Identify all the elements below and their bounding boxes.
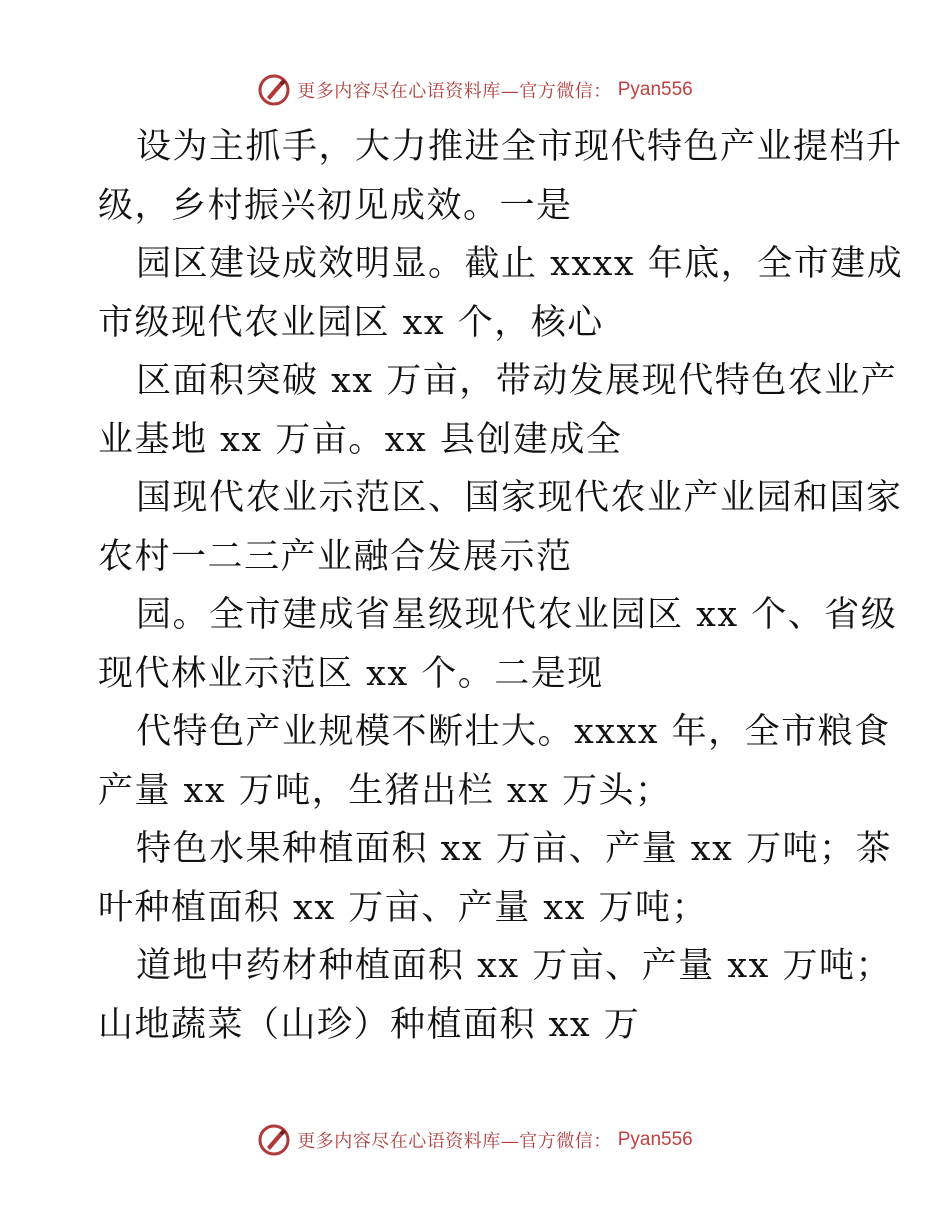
text-line: 山地蔬菜（山珍）种植面积 xx 万	[98, 1004, 641, 1045]
header-watermark	[0, 70, 950, 110]
text-line: 区面积突破 xx 万亩，带动发展现代特色农业产	[136, 361, 898, 401]
text-line: 叶种植面积 xx 万亩、产量 xx 万吨；	[98, 887, 708, 928]
text-line: 业基地 xx 万亩。xx 县创建成全	[98, 419, 623, 460]
text-line: 现代林业示范区 xx 个。二是现	[98, 653, 604, 694]
text-line: 代特色产业规模不断壮大。xxxx 年，全市粮食	[136, 712, 891, 752]
watermark-wechat-id: Pyan556	[617, 1129, 693, 1150]
text-line: 市级现代农业园区 xx 个，核心	[98, 302, 604, 343]
pen-logo-icon	[257, 73, 291, 107]
text-line: 特色水果种植面积 xx 万亩、产量 xx 万吨；茶	[136, 829, 892, 869]
footer-watermark	[0, 1120, 950, 1160]
text-line: 道地中药材种植面积 xx 万亩、产量 xx 万吨；	[136, 946, 892, 986]
text-line: 设为主抓手，大力推进全市现代特色产业提档升	[136, 127, 903, 167]
watermark-text: 更多内容尽在心语资料库—官方微信：	[297, 81, 612, 102]
text-line: 级，乡村振兴初见成效。一是	[98, 185, 573, 226]
text-line: 农村一二三产业融合发展示范	[98, 536, 573, 577]
text-line: 产量 xx 万吨，生猪出栏 xx 万头；	[98, 770, 672, 811]
body-paragraph	[98, 118, 904, 1054]
text-line: 园区建设成效明显。截止 xxxx 年底，全市建成	[136, 244, 904, 284]
pen-logo-icon	[257, 1123, 291, 1157]
watermark-wechat-id: Pyan556	[617, 79, 693, 100]
text-line: 园。全市建成省星级现代农业园区 xx 个、省级	[136, 595, 898, 635]
text-line: 国现代农业示范区、国家现代农业产业园和国家	[136, 478, 903, 518]
watermark-text: 更多内容尽在心语资料库—官方微信：	[297, 1131, 612, 1152]
